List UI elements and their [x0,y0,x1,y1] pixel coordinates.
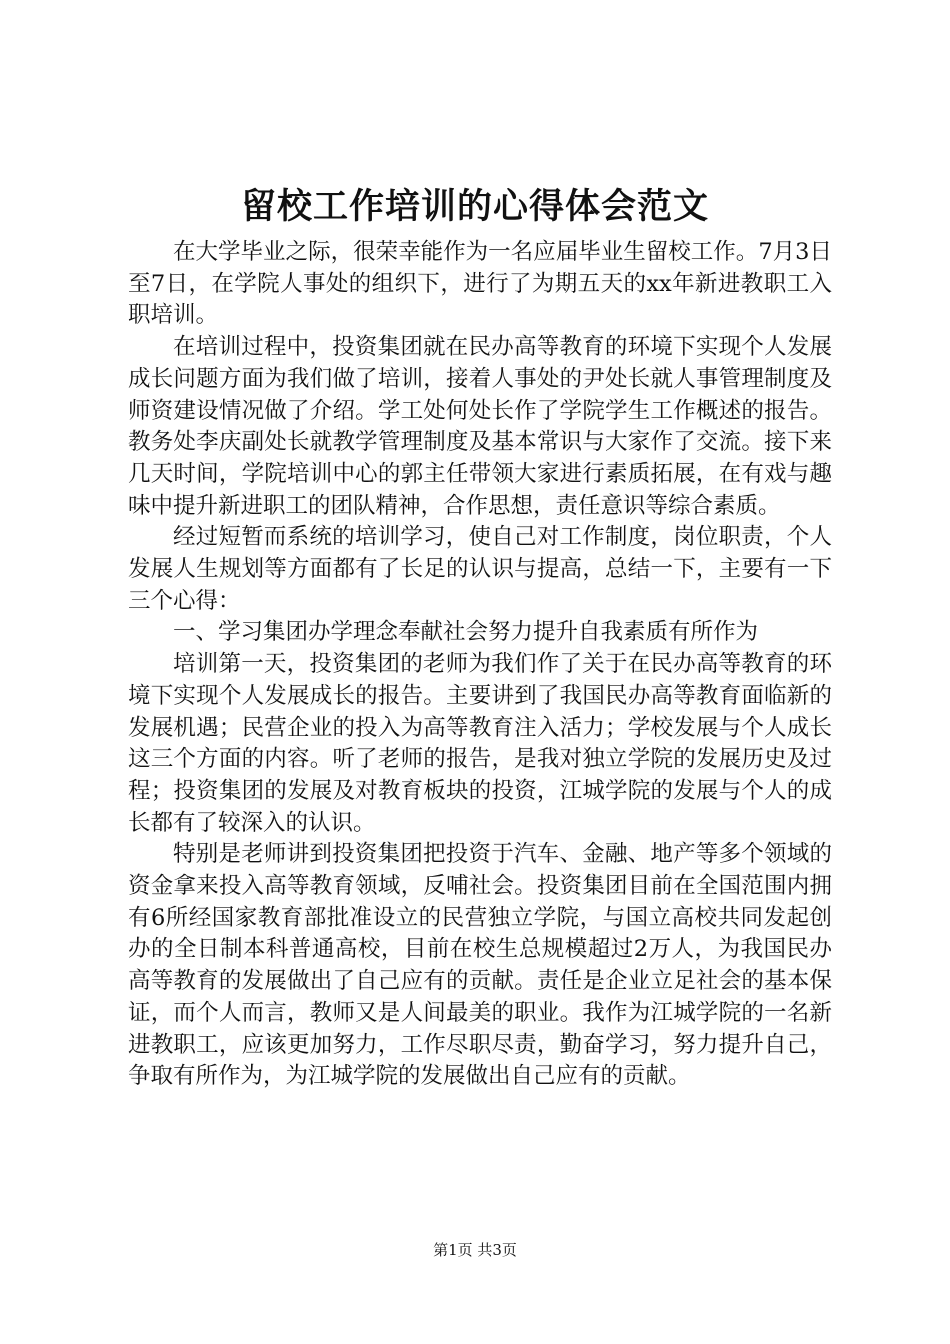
document-body [128,237,832,1093]
page-footer: 第1页 共3页 [433,1241,517,1259]
paragraph-investment: 特别是老师讲到投资集团把投资于汽车、金融、地产等多个领域的资金拿来投入高等教育领域，反哺社会。投资集团目前在全国范围内拥有6所经国家教育部批准设立的民营独立学院，与国立高校共同发起创办的全日制本科普通高校，目前在校生总规模超过2万人，为我国民办高等教育的发展做出了自己应有的贡献。责任是企业立足社会的基本保证，而个人而言，教师又是人间最美的职业。我作为江城学院的一名新进教职工，应该更加努力，工作尽职尽责，勤奋学习，努力提升自己，争取有所作为，为江城学院的发展做出自己应有的贡献。 [128,841,832,1090]
paragraph-intro: 在大学毕业之际，很荣幸能作为一名应届毕业生留校工作。7月3日至7日，在学院人事处的组织下，进行了为期五天的xx年新进教职工入职培训。 [128,239,832,329]
document-title: 留校工作培训的心得体会范文 [240,186,709,227]
paragraph-training-process: 在培训过程中，投资集团就在民办高等教育的环境下实现个人发展成长问题方面为我们做了培训，接着人事处的尹处长就人事管理制度及师资建设情况做了介绍。学工处何处长作了学院学生工作概述的报告。教务处李庆副处长就教学管理制度及基本常识与大家作了交流。接下来几天时间，学院培训中心的郭主任带领大家进行素质拓展，在有戏与趣味中提升新进职工的团队精神，合作思想，责任意识等综合素质。 [128,334,832,519]
paragraph-summary: 经过短暂而系统的培训学习，使自己对工作制度，岗位职责，个人发展人生规划等方面都有了长足的认识与提高，总结一下，主要有一下三个心得： [128,524,832,614]
paragraph-day-one: 培训第一天，投资集团的老师为我们作了关于在民办高等教育的环境下实现个人发展成长的报告。主要讲到了我国民办高等教育面临新的发展机遇；民营企业的投入为高等教育注入活力；学校发展与个人成长这三个方面的内容。听了老师的报告，是我对独立学院的发展历史及过程；投资集团的发展及对教育板块的投资，江城学院的发展与个人的成长都有了较深入的认识。 [128,651,832,836]
section-heading-one: 一、学习集团办学理念奉献社会努力提升自我素质有所作为 [173,619,759,646]
